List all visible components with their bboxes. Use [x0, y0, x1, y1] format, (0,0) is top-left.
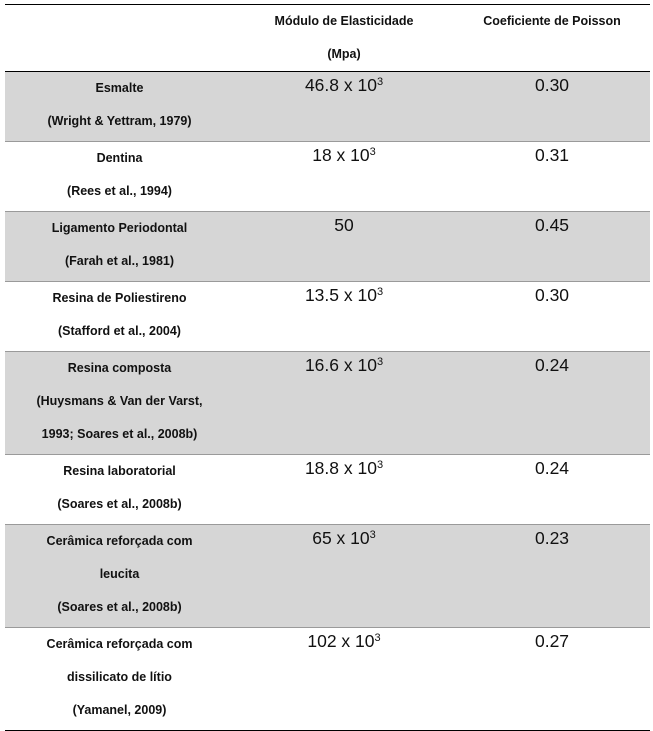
- header-modulus: [234, 5, 454, 72]
- material-line: Resina de Poliestireno: [52, 291, 187, 305]
- modulus-cell: [234, 72, 454, 142]
- header-modulus-unit: (Mpa): [327, 47, 361, 61]
- modulus-exponent: 3: [376, 356, 384, 368]
- modulus-cell: [234, 525, 454, 628]
- material-properties-table: [5, 4, 650, 731]
- material-cell: [5, 142, 234, 212]
- modulus-value: 13.5 x 10: [304, 285, 377, 305]
- table-row: [5, 628, 650, 731]
- poisson-cell: 0.23: [454, 525, 650, 628]
- modulus-cell: [234, 212, 454, 282]
- header-modulus-line: Módulo de Elasticidade: [274, 14, 414, 28]
- material-cell: [5, 525, 234, 628]
- poisson-cell: 0.30: [454, 72, 650, 142]
- modulus-exponent: 3: [376, 286, 384, 298]
- material-line: Dentina: [96, 151, 143, 165]
- table-row: [5, 212, 650, 282]
- material-line: (Yamanel, 2009): [72, 703, 167, 717]
- material-line: (Farah et al., 1981): [64, 254, 175, 268]
- modulus-cell: [234, 628, 454, 731]
- table-row: [5, 142, 650, 212]
- material-line: Resina composta: [67, 361, 172, 375]
- material-line: Resina laboratorial: [63, 464, 176, 478]
- modulus-value: 16.6 x 10: [304, 355, 377, 375]
- table-row: [5, 525, 650, 628]
- poisson-cell: 0.24: [454, 352, 650, 455]
- modulus-exponent: 3: [376, 459, 384, 471]
- material-cell: [5, 282, 234, 352]
- modulus-cell: [234, 455, 454, 525]
- material-cell: [5, 72, 234, 142]
- material-line: (Rees et al., 1994): [67, 184, 172, 198]
- modulus-cell: [234, 282, 454, 352]
- material-line: (Stafford et al., 2004): [58, 324, 181, 338]
- material-line: Ligamento Periodontal: [51, 221, 188, 235]
- header-poisson: Coeficiente de Poisson: [454, 5, 650, 72]
- modulus-value: 50: [334, 215, 354, 235]
- material-cell: [5, 455, 234, 525]
- material-cell: [5, 352, 234, 455]
- table-header-row: [5, 5, 650, 72]
- table-row: [5, 72, 650, 142]
- material-line: leucita: [99, 567, 140, 581]
- poisson-cell: 0.30: [534, 285, 570, 305]
- material-line: dissilicato de lítio: [67, 670, 172, 684]
- modulus-value: 65 x 10: [312, 528, 370, 548]
- material-line: (Soares et al., 2008b): [57, 497, 182, 511]
- material-line: Cerâmica reforçada com: [46, 637, 193, 651]
- material-cell: [5, 628, 234, 731]
- poisson-cell: 0.31: [534, 145, 570, 165]
- material-cell: [5, 212, 234, 282]
- material-line: Cerâmica reforçada com: [46, 534, 193, 548]
- modulus-exponent: 3: [376, 76, 384, 88]
- table-row: [5, 455, 650, 525]
- poisson-cell: 0.27: [534, 631, 570, 651]
- table-body: [5, 72, 650, 731]
- material-line: 1993; Soares et al., 2008b): [41, 427, 198, 441]
- modulus-value: 46.8 x 10: [304, 75, 377, 95]
- material-line: Esmalte: [95, 81, 144, 95]
- poisson-cell: 0.24: [534, 458, 570, 478]
- material-line: (Wright & Yettram, 1979): [47, 114, 192, 128]
- poisson-cell: 0.45: [454, 212, 650, 282]
- modulus-value: 18 x 10: [312, 145, 370, 165]
- modulus-exponent: 3: [369, 529, 376, 541]
- table-row: [5, 282, 650, 352]
- modulus-cell: [234, 352, 454, 455]
- material-line: (Huysmans & Van der Varst,: [36, 394, 203, 408]
- modulus-exponent: 3: [369, 146, 376, 158]
- modulus-exponent: 3: [374, 632, 381, 644]
- modulus-value: 18.8 x 10: [304, 458, 377, 478]
- modulus-value: 102 x 10: [307, 631, 375, 651]
- header-material: [5, 5, 234, 72]
- table-row: [5, 352, 650, 455]
- material-line: (Soares et al., 2008b): [57, 600, 182, 614]
- modulus-cell: [234, 142, 454, 212]
